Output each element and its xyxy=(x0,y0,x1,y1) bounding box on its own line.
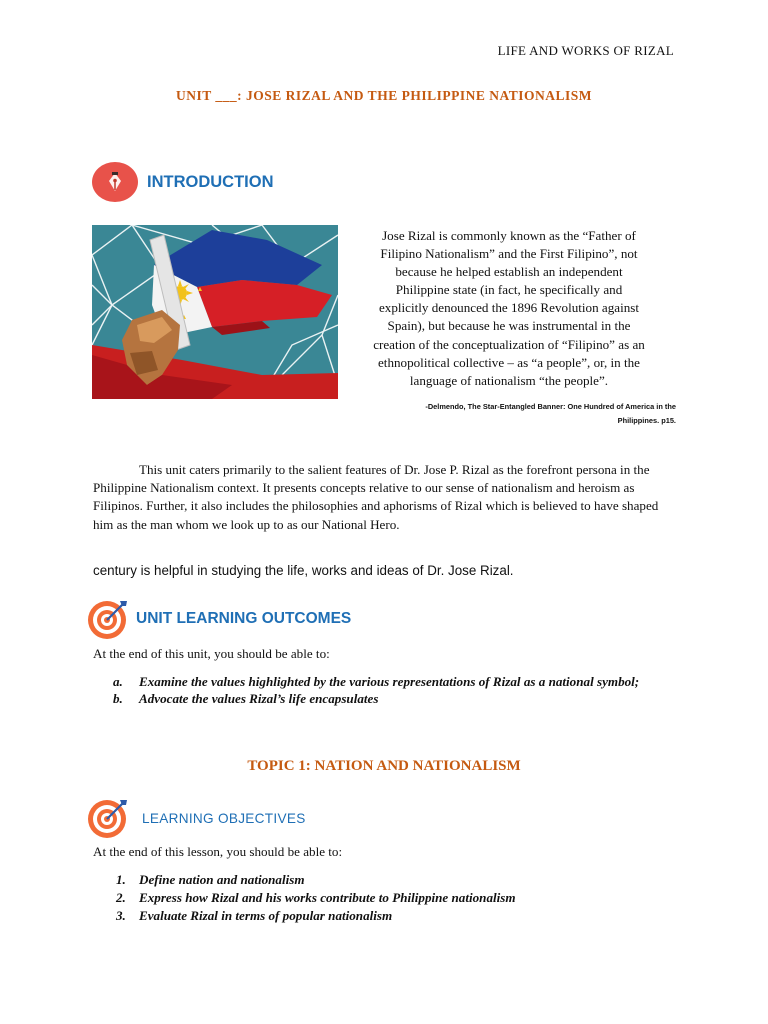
citation-line: Philippines. p15. xyxy=(617,416,676,425)
unit-learning-outcomes-heading xyxy=(87,598,351,640)
list-marker: 2. xyxy=(116,890,126,905)
list-item xyxy=(116,871,656,889)
unit-title: UNIT ___: JOSE RIZAL AND THE PHILIPPINE NATIONALISM xyxy=(176,88,592,103)
list-item xyxy=(113,690,653,707)
list-text: Examine the values highlighted by the various representations of Rizal as a national symbol; xyxy=(139,674,640,689)
quote-line: language of nationalism “the people”. xyxy=(409,372,609,388)
quote-line: explicitly denounced the 1896 Revolution against xyxy=(378,300,639,316)
pen-nib-icon xyxy=(92,162,138,202)
quote-line: Jose Rizal is commonly known as the “Father of xyxy=(382,228,636,243)
quote-line: because he helped establish an independent xyxy=(395,264,623,280)
list-text: Advocate the values Rizal’s life encapsulates xyxy=(139,691,379,706)
quote-line: Philippine state (in fact, he specifically and xyxy=(395,282,623,298)
quote-line: Filipino Nationalism” and the First Filipino”, not xyxy=(380,246,638,262)
learning-objectives-heading xyxy=(87,797,306,839)
target-arrow-icon xyxy=(87,598,129,640)
quote-line: creation of the conceptualization of “Filipino” as an xyxy=(373,336,645,352)
list-item xyxy=(116,889,656,907)
list-item xyxy=(113,673,653,690)
list-item xyxy=(116,907,656,925)
outcomes-intro: At the end of this unit, you should be able to: xyxy=(93,646,330,661)
list-marker: a. xyxy=(113,674,123,689)
unit-learning-outcomes-label: UNIT LEARNING OUTCOMES xyxy=(136,610,352,627)
objectives-list xyxy=(116,871,656,925)
introduction-heading xyxy=(92,162,274,202)
list-marker: 1. xyxy=(116,872,126,887)
introduction-label: INTRODUCTION xyxy=(147,172,274,191)
quote-citation xyxy=(360,400,676,428)
list-marker: 3. xyxy=(116,908,126,923)
running-header: LIFE AND WORKS OF RIZAL xyxy=(497,43,674,58)
target-arrow-icon xyxy=(87,797,129,839)
topic-title: TOPIC 1: NATION AND NATIONALISM xyxy=(247,758,521,774)
list-text: Express how Rizal and his works contribute to Philippine nationalism xyxy=(139,890,516,905)
learning-objectives-label: LEARNING OBJECTIVES xyxy=(142,810,306,826)
list-marker: b. xyxy=(113,691,123,706)
intro-paragraph: This unit caters primarily to the salient features of Dr. Jose P. Rizal as the forefront persona in the Philippine Nationalism context. It presents concepts relative to our sense of nationalism and heroism as Filipinos. Further, it also includes the philosophies and aphorisms of Rizal which is believed to have shaped him as the man whom we look up to as our National Hero. xyxy=(93,462,659,532)
quote-line: ethnopolitical collective – as “a people”, or, in the xyxy=(378,354,640,370)
citation-line: -Delmendo, The Star-Entangled Banner: One Hundred of America in the xyxy=(425,402,676,411)
outcomes-list xyxy=(113,673,653,707)
stray-text-line: century is helpful in studying the life, works and ideas of Dr. Jose Rizal. xyxy=(93,563,514,578)
list-text: Evaluate Rizal in terms of popular nationalism xyxy=(139,908,393,923)
list-text: Define nation and nationalism xyxy=(139,872,305,887)
intro-quote xyxy=(350,227,668,390)
objectives-intro: At the end of this lesson, you should be able to: xyxy=(93,844,343,859)
philippine-flag-illustration xyxy=(92,225,338,399)
quote-line: Spain), but because he was instrumental in the xyxy=(387,318,631,334)
